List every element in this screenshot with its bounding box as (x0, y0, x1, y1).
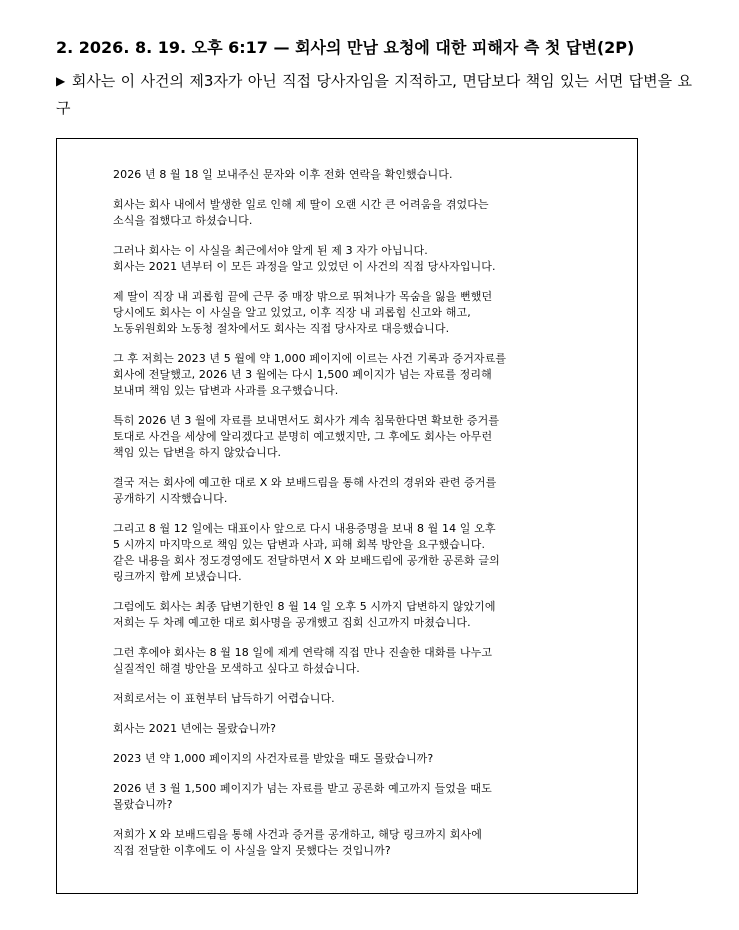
letter-paragraph: 그런 후에야 회사는 8 월 18 일에 제게 연락해 직접 만나 진솔한 대화를 나누고 실질적인 해결 방안을 모색하고 싶다고 하셨습니다. (113, 646, 493, 675)
letter-paragraph: 결국 저는 회사에 예고한 대로 X 와 보배드림을 통해 사건의 경위와 관련 증거를 공개하기 시작했습니다. (113, 476, 497, 505)
letter-paragraph: 2026 년 8 월 18 일 보내주신 문자와 이후 전화 연락을 확인했습니다. (113, 168, 453, 181)
letter-paragraph: 2026 년 3 월 1,500 페이지가 넘는 자료를 받고 공론화 예고까지 들었을 때도 몰랐습니까? (113, 782, 492, 811)
section-heading: 2. 2026. 8. 19. 오후 6:17 — 회사의 만남 요청에 대한 피해자 측 첫 답변(2P) (56, 38, 635, 57)
letter-paragraph: 회사는 회사 내에서 발생한 일로 인해 제 딸이 오랜 시간 큰 어려움을 겪었다는 소식을 접했다고 하셨습니다. (113, 198, 489, 227)
letter-paragraph: 특히 2026 년 3 월에 자료를 보내면서도 회사가 계속 침묵한다면 확보한 증거를 토대로 사건을 세상에 알리겠다고 분명히 예고했지만, 그 후에도 회사는 아무런 책임 있는 답변을 하지 않았습니다. (113, 414, 500, 459)
summary-text: 회사는 이 사건의 제3자가 아닌 직접 당사자임을 지적하고, 면담보다 책임 있는 서면 답변을 요구 (56, 72, 692, 117)
letter-paragraph: 그러나 회사는 이 사실을 최근에서야 알게 된 제 3 자가 아닙니다. 회사는 2021 년부터 이 모든 과정을 알고 있었던 이 사건의 직접 당사자입니다. (113, 244, 496, 273)
section-summary (56, 68, 692, 122)
letter-paragraph: 그리고 8 월 12 일에는 대표이사 앞으로 다시 내용증명을 보내 8 월 14 일 오후 5 시까지 마지막으로 책임 있는 답변과 사과, 피해 회복 방안을 요구했습니다. 같은 내용을 회사 정도경영에도 전달하면서 X 와 보배드림에 공개한 공론화 글의 링크까지 함께 보냈습니다. (113, 522, 500, 583)
letter-paragraph: 회사는 2021 년에는 몰랐습니까? (113, 722, 277, 735)
letter-paragraph: 그럼에도 회사는 최종 답변기한인 8 월 14 일 오후 5 시까지 답변하지 않았기에 저희는 두 차례 예고한 대로 회사명을 공개했고 집회 신고까지 마쳤습니다. (113, 600, 496, 629)
letter-body (113, 167, 591, 873)
letter-paragraph: 저희로서는 이 표현부터 납득하기 어렵습니다. (113, 692, 335, 705)
letter-paragraph: 그 후 저희는 2023 년 5 월에 약 1,000 페이지에 이르는 사건 기록과 증거자료를 회사에 전달했고, 2026 년 3 월에는 다시 1,500 페이지가 넘는 자료를 정리해 보내며 책임 있는 답변과 사과를 요구했습니다. (113, 352, 507, 397)
letter-paragraph: 저희가 X 와 보배드림을 통해 사건과 증거를 공개하고, 해당 링크까지 회사에 직접 전달한 이후에도 이 사실을 알지 못했다는 것입니까? (113, 828, 482, 857)
letter-paragraph: 제 딸이 직장 내 괴롭힘 끝에 근무 중 매장 밖으로 뛰쳐나가 목숨을 잃을 뻔했던 당시에도 회사는 이 사실을 알고 있었고, 이후 직장 내 괴롭힘 신고와 해고, 노동위원회와 노동청 절차에서도 회사는 직접 당사자로 대응했습니다. (113, 290, 493, 335)
letter-document-box (56, 138, 638, 894)
arrow-bullet-icon: ▶ (56, 74, 66, 88)
letter-paragraph: 2023 년 약 1,000 페이지의 사건자료를 받았을 때도 몰랐습니까? (113, 752, 434, 765)
